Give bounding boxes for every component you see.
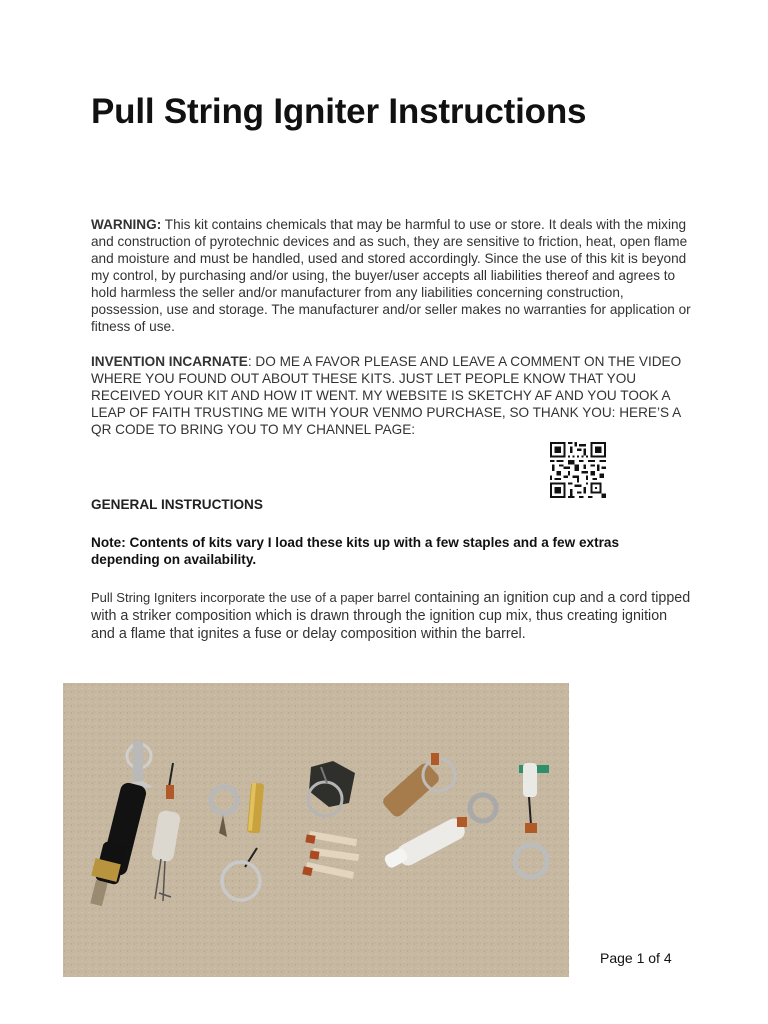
warning-text: This kit contains chemicals that may be harmful to use or store. It deals with the mixing and construction of pyrotechnic devices and as such, they are sensitive to friction, heat, open flame and moisture and must be handled, used and stored accordingly. Since the use of this kit is beyond my control, by purchasing and/or using, the buyer/user accepts all liabilities thereof and agrees to hold harmless the seller and/or manufacturer from any liabilities concerning construction, possession, use and storage. The manufacturer and/or seller makes no warranties for application or fitness of use. — [91, 217, 691, 334]
invention-paragraph — [91, 353, 691, 438]
match-sticks — [302, 831, 359, 879]
kit-components-photo — [63, 683, 569, 977]
invention-text: : DO ME A FAVOR PLEASE AND LEAVE A COMMENT ON THE VIDEO WHERE YOU FOUND OUT ABOUT THESE KITS. JUST LET PEOPLE KNOW THAT YOU RECEIVED YOUR KIT AND HOW IT WENT. MY WEBSITE IS SKETCHY AF AND YOU TOOK A LEAP OF FAITH TRUSTING ME WITH YOUR VENMO PURCHASE, SO THANK YOU: HERE’S A QR CODE TO BRING YOU TO MY CHANNEL PAGE: — [91, 354, 682, 437]
invention-label: INVENTION INCARNATE — [91, 354, 248, 369]
page-title: Pull String Igniter Instructions — [91, 92, 587, 131]
description-rest: containing an ignition cup and a cord tipped with a striker composition which is drawn through the ignition cup mix, thus creating ignition and a flame that ignites a fuse or delay composition within the barrel. — [91, 590, 691, 642]
warning-label: WARNING: — [91, 217, 162, 232]
description-lead: Pull String Igniters incorporate the use of a paper barrel — [91, 590, 411, 605]
qr-code-icon[interactable] — [550, 442, 606, 498]
note-paragraph: Note: Contents of kits vary I load these kits up with a few staples and a few extras depending on availability. — [91, 535, 620, 567]
description-paragraph — [91, 589, 691, 643]
general-instructions-heading: GENERAL INSTRUCTIONS — [91, 497, 263, 512]
warning-paragraph — [91, 216, 691, 335]
page-number: Page 1 of 4 — [600, 950, 672, 966]
